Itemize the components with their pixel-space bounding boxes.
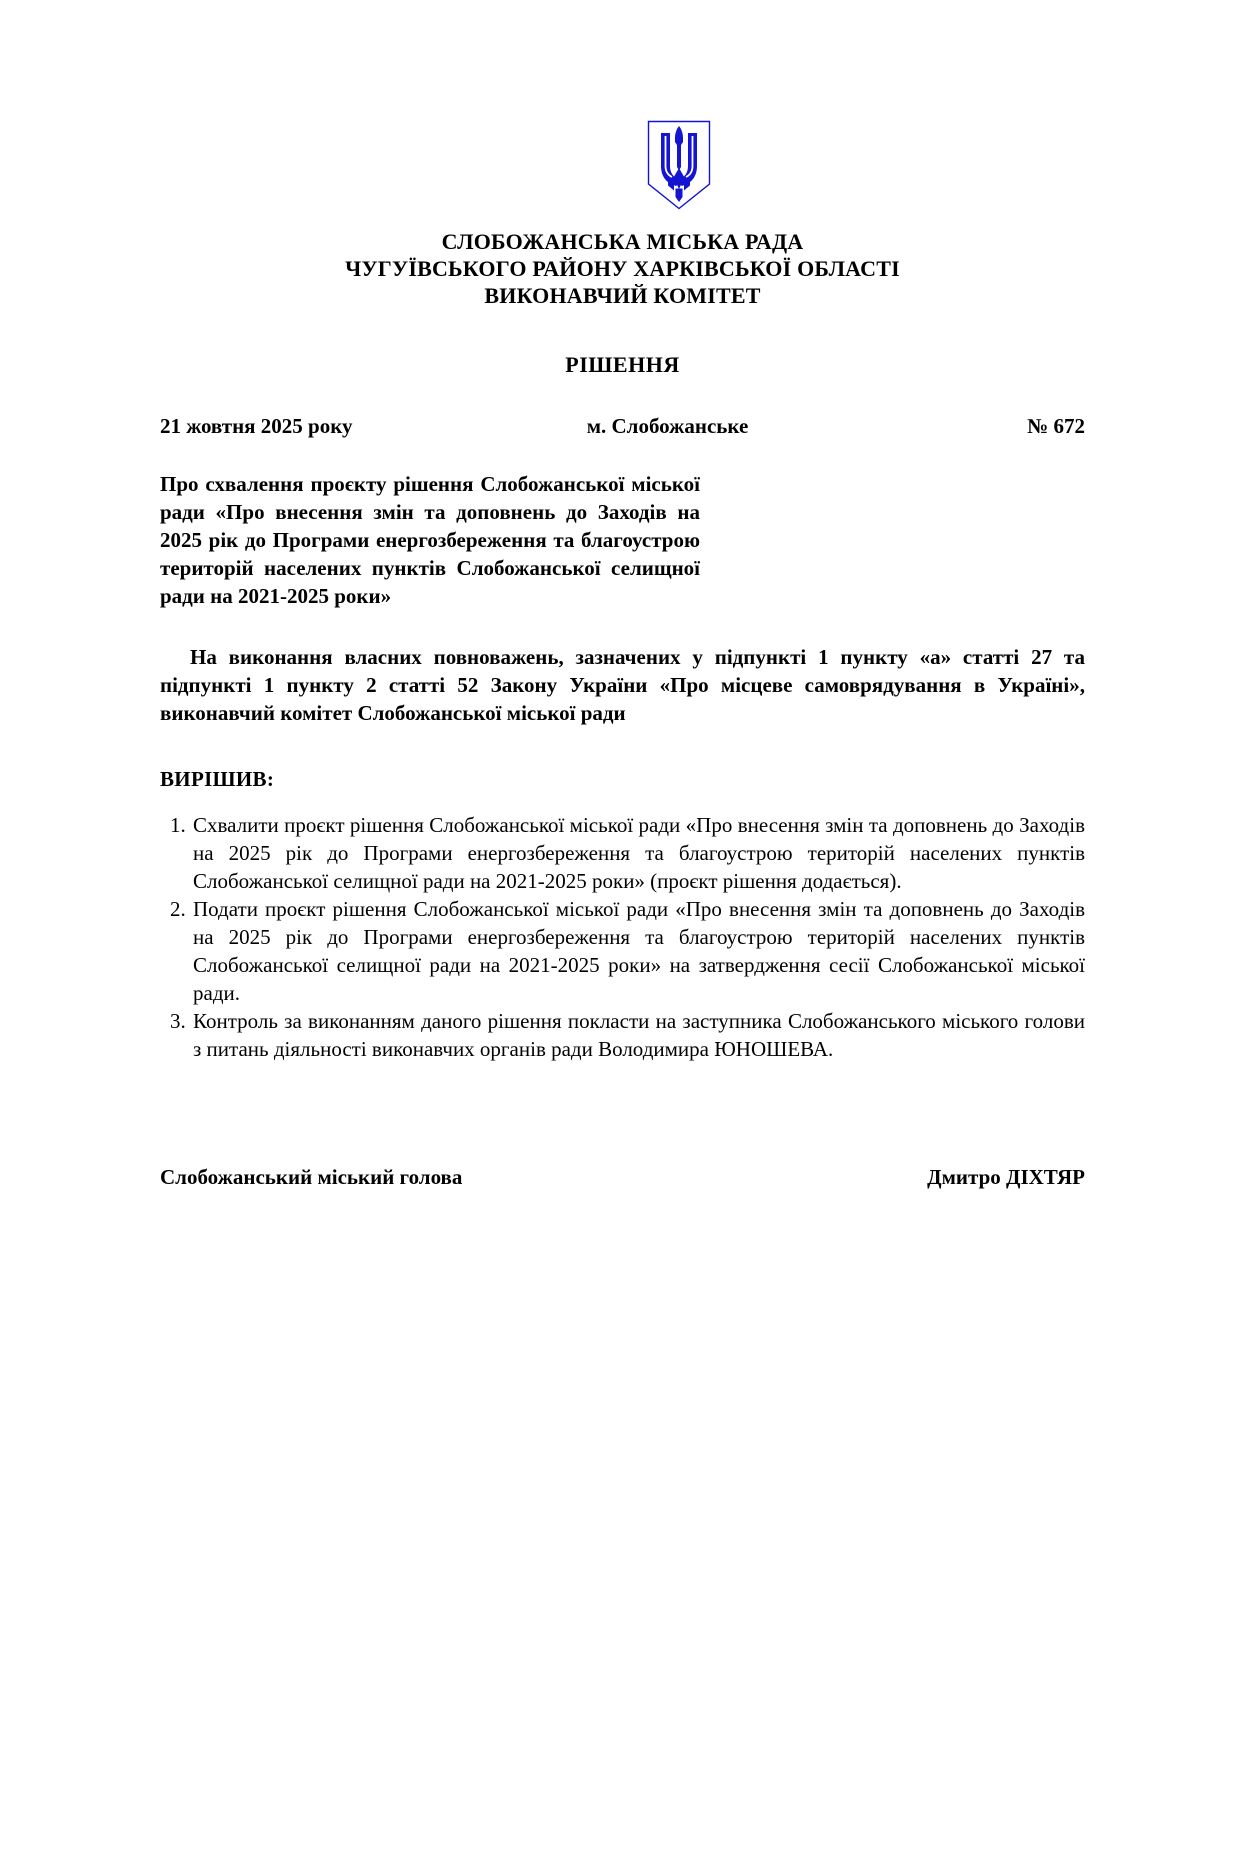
document-meta-row [160, 412, 1085, 440]
document-date: 21 жовтня 2025 року [160, 414, 353, 438]
org-name-line2: ЧУГУЇВСЬКОГО РАЙОНУ ХАРКІВСЬКОЇ ОБЛАСТІ [345, 256, 900, 281]
resolution-list [160, 811, 1085, 1063]
resolution-item-3: 3. Контроль за виконанням даного рішення покласти на заступника Слобожанського міського голови з питань діяльності виконавчих органів ради Володимира ЮНОШЕВА. [191, 1007, 1085, 1063]
resolved-label: ВИРІШИВ: [160, 767, 275, 791]
org-name-line3: ВИКОНАВЧИЙ КОМІТЕТ [484, 283, 761, 308]
ukraine-trident-emblem [645, 118, 713, 213]
trident-emblem-icon [645, 118, 713, 213]
signature-name: Дмитро ДІХТЯР [927, 1165, 1085, 1189]
document-number: № 672 [1027, 414, 1085, 438]
document-preamble: На виконання власних повноважень, зазначених у підпункті 1 пункту «а» статті 27 та підпункті 1 пункту 2 статті 52 Закону України «Про місцеве самоврядування в Україні», виконавчий комітет Слобожанської міської ради [160, 645, 1085, 725]
document-subject: Про схвалення проєкту рішення Слобожанської міської ради «Про внесення змін та доповнень до Заходів на 2025 рік до Програми енергозбереження та благоустрою територій населених пунктів Слобожанської селищної ради на 2021-2025 роки» [160, 472, 700, 608]
document-page [0, 118, 1240, 1872]
resolution-item-2: 2. Подати проєкт рішення Слобожанської міської ради «Про внесення змін та доповнень до Заходів на 2025 рік до Програми енергозбереження та благоустрою територій населених пунктів Слобожанської селищної ради на 2021-2025 роки» на затвердження сесії Слобожанської міської ради. [191, 895, 1085, 1007]
signature-position: Слобожанський міський голова [160, 1165, 463, 1189]
document-type-title: РІШЕННЯ [565, 352, 680, 377]
signature-row [160, 1163, 1085, 1191]
org-header [160, 228, 1085, 309]
org-name-line1: СЛОБОЖАНСЬКА МІСЬКА РАДА [441, 229, 804, 254]
resolution-item-1: 1. Схвалити проєкт рішення Слобожанської міської ради «Про внесення змін та доповнень до Заходів на 2025 рік до Програми енергозбереження та благоустрою територій населених пунктів Слобожанської селищної ради на 2021-2025 роки» (проєкт рішення додається). [191, 811, 1085, 895]
document-place: м. Слобожанське [586, 414, 749, 438]
